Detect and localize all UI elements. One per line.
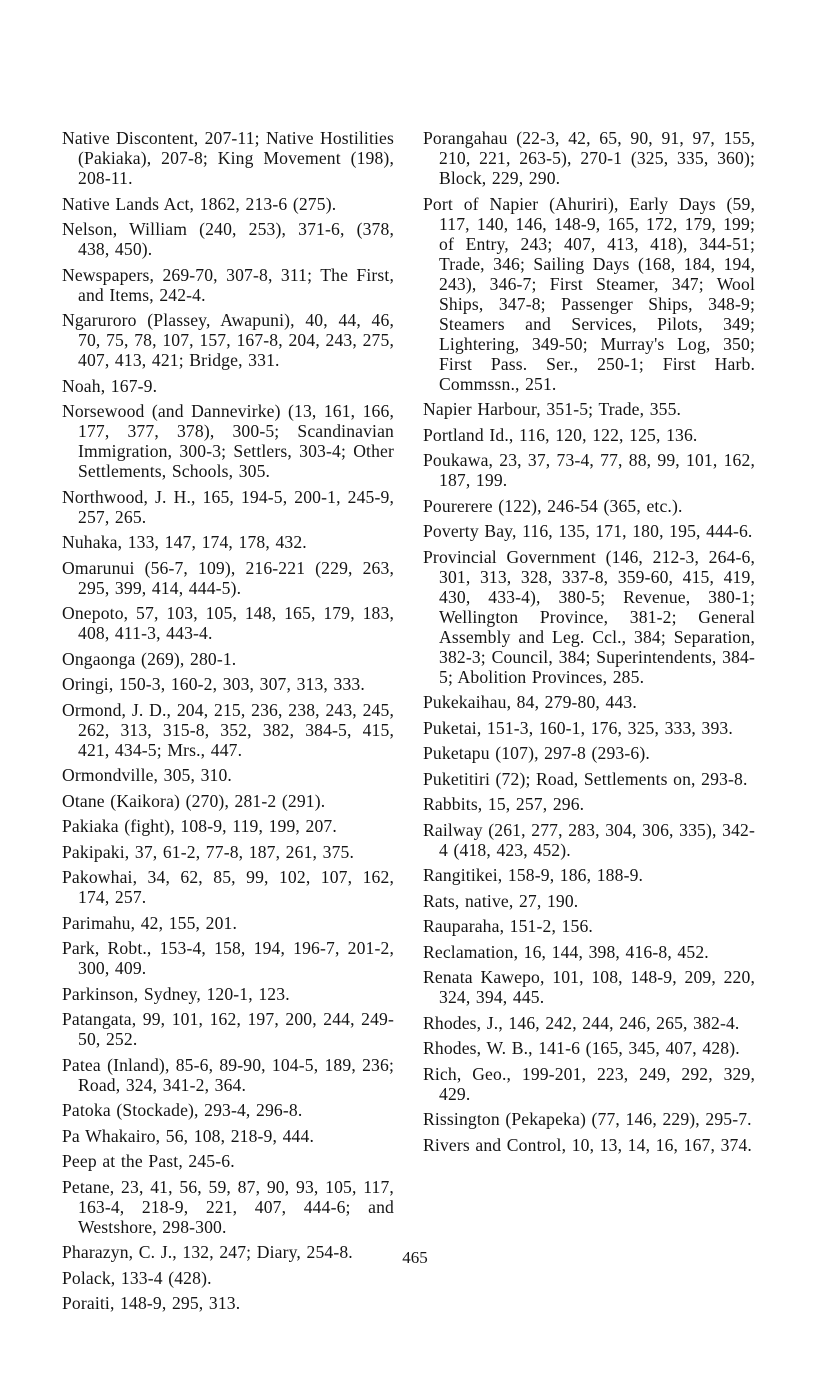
index-entry: Nuhaka, 133, 147, 174, 178, 432. (62, 532, 307, 552)
index-entry: Provincial Government (146, 212-3, 264-6, 301, 313, 328, 337-8, 359-60, 415, 419, 430, 433-4), 380-5; Revenue, 380-1; Wellington Province, 381-2; General Assembly and Leg. Ccl., 384; Separation, 382-3; Council, 384; Superintendents, 384-5; Abolition Provinces, 285. (423, 546, 755, 687)
index-entry: Rivers and Control, 10, 13, 14, 16, 167, 374. (423, 1134, 752, 1155)
index-entry: Ormondville, 305, 310. (62, 765, 232, 785)
index-entry: Oringi, 150-3, 160-2, 303, 307, 313, 333. (62, 674, 365, 694)
index-entry: Pourerere (122), 246-54 (365, etc.). (423, 495, 683, 516)
index-entry: Pakiaka (fight), 108-9, 119, 199, 207. (62, 816, 337, 836)
index-entry: Pharazyn, C. J., 132, 247; Diary, 254-8. (62, 1242, 353, 1262)
index-entry: Park, Robt., 153-4, 158, 194, 196-7, 201-2, 300, 409. (62, 938, 394, 978)
index-entry: Napier Harbour, 351-5; Trade, 355. (423, 399, 682, 419)
index-entry: Norsewood (and Dannevirke) (13, 161, 166, 177, 377, 378), 300-5; Scandinavian Immigration, 300-3; Settlers, 303-4; Other Settlements, Schools, 305. (62, 401, 394, 481)
index-entry: Rabbits, 15, 257, 296. (423, 794, 585, 814)
index-entry: Patoka (Stockade), 293-4, 296-8. (62, 1100, 303, 1120)
index-entry: Otane (Kaikora) (270), 281-2 (291). (62, 790, 326, 811)
index-entry: Poraiti, 148-9, 295, 313. (62, 1293, 241, 1313)
index-entry: Native Lands Act, 1862, 213-6 (275). (62, 193, 337, 214)
index-entry: Ormond, J. D., 204, 215, 236, 238, 243, 245, 262, 313, 315-8, 352, 382, 384-5, 415, 421, 434-5; Mrs., 447. (62, 699, 394, 760)
index-entry: Ngaruroro (Plassey, Awapuni), 40, 44, 46, 70, 75, 78, 107, 157, 167-8, 204, 243, 275, 407, 413, 421; Bridge, 331. (62, 310, 394, 370)
index-entry: Reclamation, 16, 144, 398, 416-8, 452. (423, 941, 709, 962)
index-entry: Pa Whakairo, 56, 108, 218-9, 444. (62, 1125, 314, 1146)
page-number: 465 (402, 1248, 428, 1267)
index-entry: Poukawa, 23, 37, 73-4, 77, 88, 99, 101, 162, 187, 199. (423, 450, 755, 490)
index-entry: Polack, 133-4 (428). (62, 1267, 212, 1288)
index-entry: Patangata, 99, 101, 162, 197, 200, 244, 249-50, 252. (62, 1009, 394, 1049)
index-entry: Rauparaha, 151-2, 156. (423, 916, 593, 936)
index-entry: Noah, 167-9. (62, 375, 158, 396)
index-column-left (62, 128, 394, 1319)
index-entry: Peep at the Past, 245-6. (62, 1151, 235, 1171)
index-entry: Pakowhai, 34, 62, 85, 99, 102, 107, 162, 174, 257. (62, 867, 394, 907)
index-entry: Ongaonga (269), 280-1. (62, 648, 237, 669)
index-entry: Puketai, 151-3, 160-1, 176, 325, 333, 393. (423, 717, 733, 738)
index-entry: Pukekaihau, 84, 279-80, 443. (423, 692, 637, 712)
index-entry: Port of Napier (Ahuriri), Early Days (59, 117, 140, 146, 148-9, 165, 172, 179, 199; of Entry, 243; 407, 413, 418), 344-51; Trade, 346; Sailing Days (168, 184, 194, 243), 346-7; First Steamer, 347; Wool Ships, 347-8; Passenger Ships, 348-9; Steamers and Services, Pilots, 349; Lightering, 349-50; Murray's Log, 350; First Pass. Ser., 250-1; First Harb. Commssn., 251. (423, 193, 755, 394)
index-entry: Nelson, William (240, 253), 371-6, (378, 438, 450). (62, 219, 394, 259)
index-entry: Newspapers, 269-70, 307-8, 311; The First, and Items, 242-4. (62, 264, 394, 305)
index-entry: Parimahu, 42, 155, 201. (62, 912, 238, 933)
index-entry: Native Discontent, 207-11; Native Hostilities (Pakiaka), 207-8; King Movement (198), 208-11. (62, 128, 394, 188)
index-entry: Puketapu (107), 297-8 (293-6). (423, 743, 650, 763)
index-entry: Rangitikei, 158-9, 186, 188-9. (423, 865, 644, 885)
index-entry: Porangahau (22-3, 42, 65, 90, 91, 97, 155, 210, 221, 263-5), 270-1 (325, 335, 360); Block, 229, 290. (423, 128, 755, 188)
index-entry: Renata Kawepo, 101, 108, 148-9, 209, 220, 324, 394, 445. (423, 967, 755, 1007)
index-entry: Omarunui (56-7, 109), 216-221 (229, 263, 295, 399, 414, 444-5). (62, 557, 394, 598)
index-entry: Rich, Geo., 199-201, 223, 249, 292, 329, 429. (423, 1063, 755, 1104)
index-entry: Portland Id., 116, 120, 122, 125, 136. (423, 424, 698, 445)
index-entry: Puketitiri (72); Road, Settlements on, 293-8. (423, 768, 748, 789)
index-entry: Railway (261, 277, 283, 304, 306, 335), 342-4 (418, 423, 452). (423, 819, 755, 860)
index-entry: Patea (Inland), 85-6, 89-90, 104-5, 189, 236; Road, 324, 341-2, 364. (62, 1054, 394, 1095)
index-entry: Parkinson, Sydney, 120-1, 123. (62, 983, 290, 1004)
index-entry: Rhodes, J., 146, 242, 244, 246, 265, 382-4. (423, 1012, 740, 1033)
index-entry: Pakipaki, 37, 61-2, 77-8, 187, 261, 375. (62, 841, 355, 862)
index-entry: Poverty Bay, 116, 135, 171, 180, 195, 444-6. (423, 521, 753, 541)
index-entry: Rhodes, W. B., 141-6 (165, 345, 407, 428). (423, 1038, 740, 1058)
index-entry: Onepoto, 57, 103, 105, 148, 165, 179, 183, 408, 411-3, 443-4. (62, 603, 394, 643)
index-entry: Petane, 23, 41, 56, 59, 87, 90, 93, 105, 117, 163-4, 218-9, 221, 407, 444-6; and Westshore, 298-300. (62, 1176, 394, 1237)
index-entry: Rats, native, 27, 190. (423, 890, 579, 911)
index-column-right (423, 128, 755, 1160)
index-entry: Northwood, J. H., 165, 194-5, 200-1, 245-9, 257, 265. (62, 486, 394, 527)
index-entry: Rissington (Pekapeka) (77, 146, 229), 295-7. (423, 1109, 752, 1129)
